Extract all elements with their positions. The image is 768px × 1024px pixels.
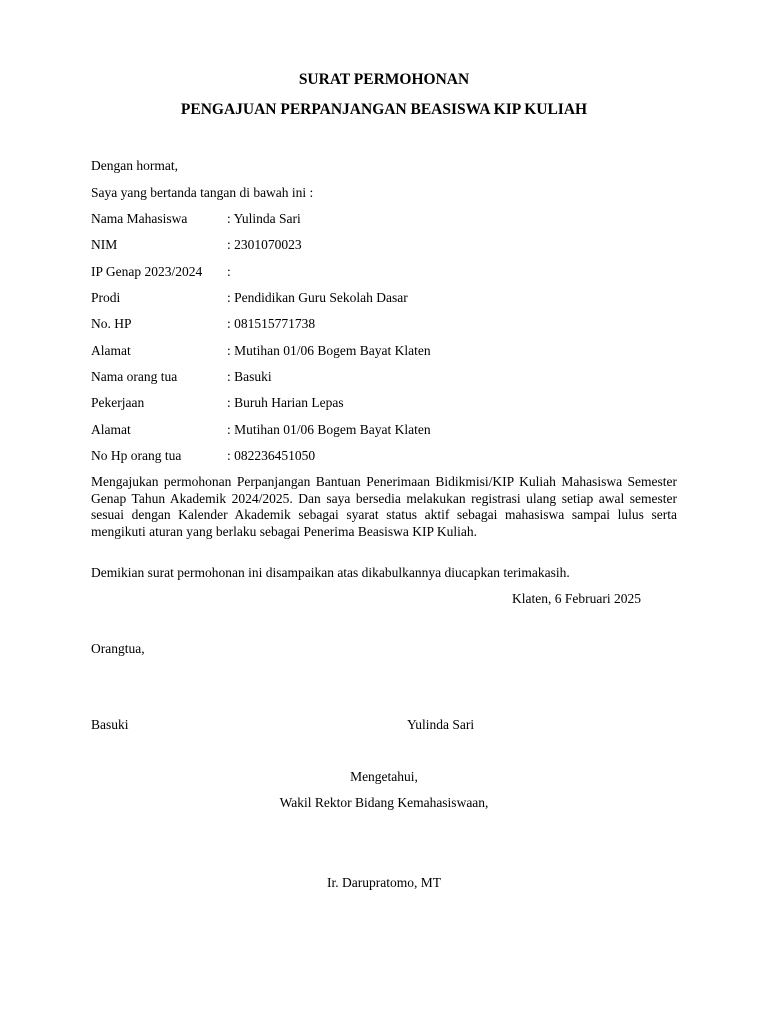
field-value-parent-phone: : 082236451050 [227,448,316,463]
field-label-ip: IP Genap 2023/2024 [91,264,203,279]
place-date: Klaten, 6 Februari 2025 [512,591,641,606]
field-value-ip: : [227,264,231,279]
field-value-phone: : 081515771738 [227,316,316,331]
field-value-parent-name: : Basuki [227,369,272,384]
field-value-address: : Mutihan 01/06 Bogem Bayat Klaten [227,343,431,358]
intro-line: Saya yang bertanda tangan di bawah ini : [91,185,314,200]
letter-title: SURAT PERMOHONAN [298,71,470,88]
field-label-nim: NIM [91,237,118,252]
field-value-parent-address: : Mutihan 01/06 Bogem Bayat Klaten [227,422,431,437]
body-paragraph: Mengajukan permohonan Perpanjangan Bantuan Penerimaan Bidikmisi/KIP Kuliah Mahasiswa Semester Genap Tahun Akademik 2024/2025. Dan saya bersedia melakukan registrasi ulang setiap awal semester sesuai dengan Kalender Akademik sebagai syarat status aktif sebagai mahasiswa sampai lulus serta mengikuti aturan yang berlaku sebagai Penerima Beasiswa KIP Kuliah. [91,474,677,539]
field-label-student-name: Nama Mahasiswa [91,211,188,226]
letter-subtitle: PENGAJUAN PERPANJANGAN BEASISWA KIP KULIAH [180,101,588,118]
field-label-prodi: Prodi [91,290,121,305]
acknowledged-label: Mengetahui, [350,769,418,784]
parent-signature-name: Basuki [91,717,129,732]
parent-heading: Orangtua, [91,641,145,656]
field-value-occupation: : Buruh Harian Lepas [227,395,344,410]
field-label-address: Alamat [91,343,131,358]
field-label-phone: No. HP [91,316,132,331]
closing-line: Demikian surat permohonan ini disampaikan atas dikabulkannya diucapkan terimakasih. [91,565,570,580]
field-value-student-name: : Yulinda Sari [227,211,301,226]
field-label-parent-name: Nama orang tua [91,369,178,384]
field-label-parent-phone: No Hp orang tua [91,448,182,463]
official-signature-name: Ir. Darupratomo, MT [327,875,441,890]
salutation: Dengan hormat, [91,158,178,173]
field-label-occupation: Pekerjaan [91,395,145,410]
field-value-prodi: : Pendidikan Guru Sekolah Dasar [227,290,408,305]
official-title: Wakil Rektor Bidang Kemahasiswaan, [279,795,489,810]
field-label-parent-address: Alamat [91,422,131,437]
field-value-nim: : 2301070023 [227,237,302,252]
student-signature-name: Yulinda Sari [407,717,475,732]
